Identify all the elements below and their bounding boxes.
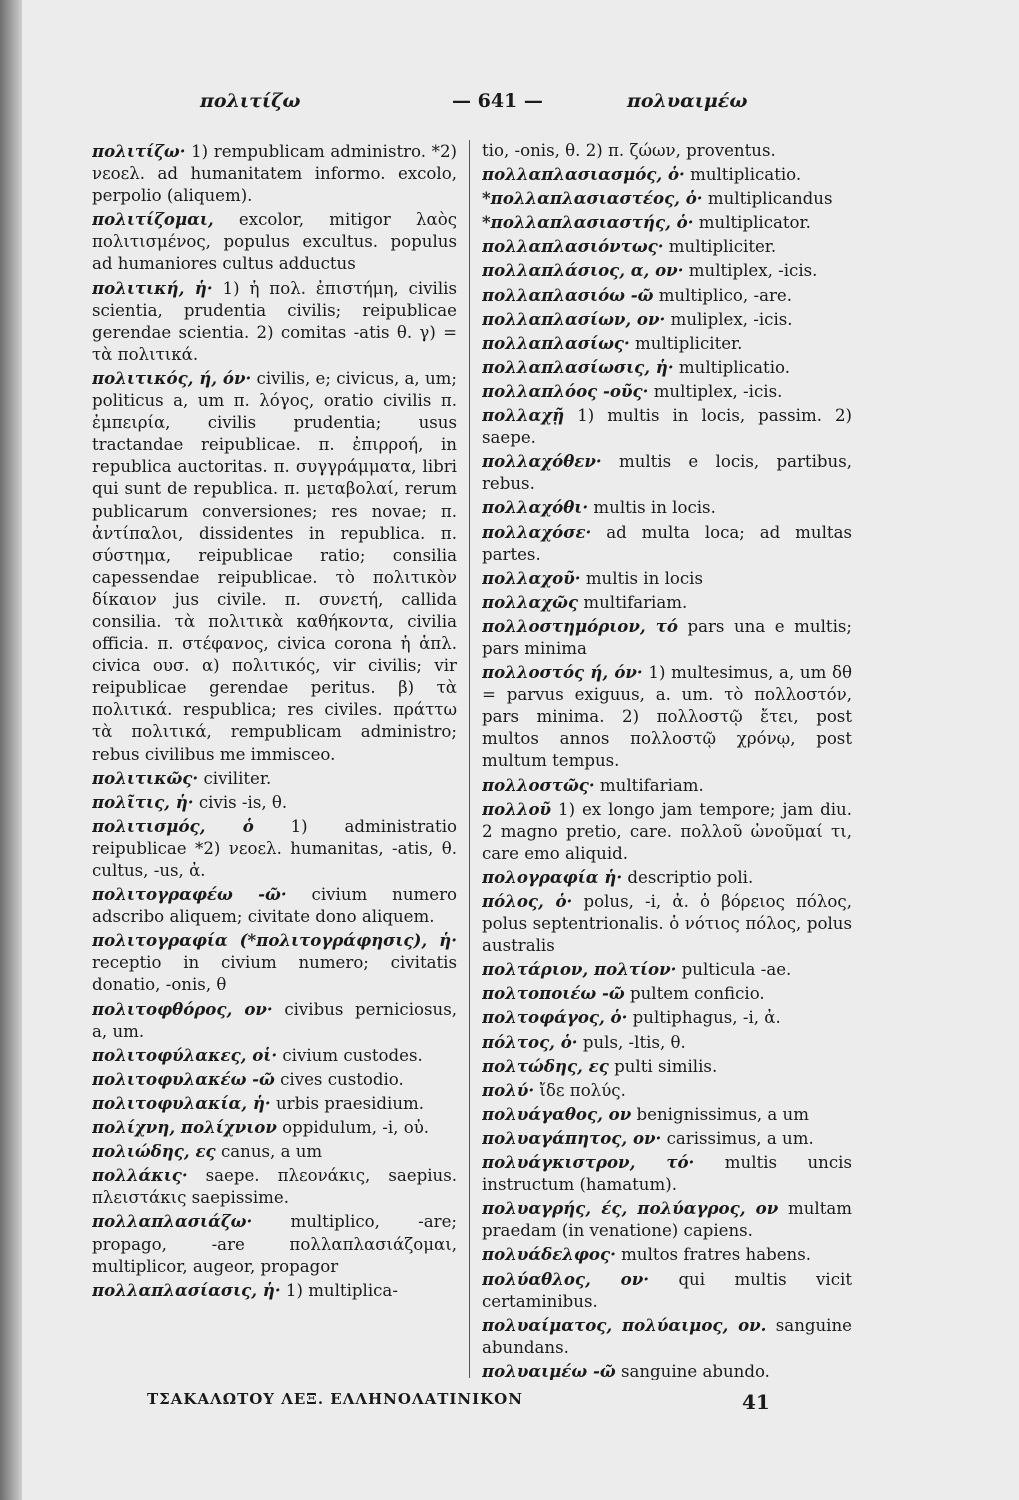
entry-definition: receptio in civium numero; civitatis donatio, -onis, θ [92,953,457,995]
entry-headword: πολλαπλασίως· [482,332,630,353]
entry-headword: πολλάκις· [92,1165,188,1186]
entry-definition: civilis, e; civicus, a, um; politicus a, um π. λόγος, oratio civilis π. ἐμπειρία, civilis prudentia; usus tractandae reipublicae. π. ἐπιρροή, in republica auctoritas. π. συγγράμματα, libri qui sunt de republica. π. μεταβολαί, rerum publicarum conversiones; res novae; π. ἀντίπαλοι, dissidentes in republica. π. σύστημα, reipublicae ratio; consilia capessendae reipublicae. τὸ πολιτικὸν δίκαιον jus civile. π. συνετή, callida consilia. τὰ πολιτικὰ καθήκοντα, civilia officia. π. στέφανος, civica corona ἡ ἁπλ. civica ουσ. α) πολιτικός, vir civilis; vir reipublicae gerendae peritus. β) τὰ πολιτικά. respublica; res civiles. πράττω τὰ πολιτικά, rempublicam administro; rebus civilibus me immisceo. [92,368,457,764]
dictionary-entry [482,615,852,660]
entry-definition: multiplicandus [707,189,833,209]
dictionary-entry [482,496,852,519]
dictionary-entry [482,866,852,889]
entry-headword: πολλαχόσε· [482,521,592,542]
entry-headword: πολλαχοῦ· [482,567,581,588]
entry-headword: πολλαπλασιάζω· [92,1211,253,1232]
entry-headword: πολλοστῶς· [482,774,595,795]
entry-definition: multiplicatio. [690,165,802,185]
entry-headword: πολιτίζω· [92,141,186,161]
entry-definition: 1) multiplica- [285,1280,398,1300]
dictionary-entry [482,1006,852,1029]
entry-definition: 1) rempublicam administro. *2) νεοελ. ad humanitatem informo. excolo, perpolio (aliquem). [92,142,457,206]
entry-headword: πολυάγκιστρον, τό· [482,1152,695,1173]
dictionary-entry [92,1068,457,1091]
entry-headword: πολυαγάπητος, ον· [482,1127,662,1148]
entry-definition: sanguine abundans. [482,1315,852,1357]
dictionary-entry [92,208,457,275]
dictionary-entry [482,404,852,449]
entry-definition: oppidulum, -i, οὐ. [282,1118,430,1138]
entry-headword: πολιτοφθόρος, ον· [92,998,273,1019]
entry-definition: civibus perniciosus, a, um. [92,999,457,1041]
entry-definition: multiplico, -are. [658,285,792,305]
entry-definition: multipliciter. [668,237,777,257]
column-divider [469,140,470,1378]
entry-headword: πολλοστημόριον, τό [482,615,678,636]
entry-headword: πολιτοφυλακέω -ῶ [92,1068,275,1089]
entry-definition: multis in locis. [593,498,716,518]
entry-headword: πολιτοφύλακες, οἱ· [92,1044,278,1065]
entry-definition: polus, -i, ἀ. ὁ βόρειος πόλος, polus septentrionalis. ὁ νότιος πόλος, polus australis [482,892,852,956]
dictionary-page [22,0,1019,1500]
entry-definition: puls, -ltis, θ. [582,1032,686,1052]
entry-headword: πολλαπλασίασις, ἡ· [92,1279,281,1300]
dictionary-entry [482,259,852,282]
entry-definition: civium numero adscribo aliquem; civitate dono aliquem. [92,885,457,927]
dictionary-entry [92,277,457,366]
dictionary-entry [92,767,457,790]
entry-definition: civium custodes. [282,1045,423,1065]
entry-definition: multiplico, -are; propago, -are πολλαπλασιάζομαι, multiplicor, augeor, propagor [92,1212,457,1276]
dictionary-entry [482,1268,852,1313]
entry-headword: πολλαπλόος -οῦς· [482,380,649,401]
dictionary-entry [92,815,457,882]
signature-number: 41 [742,1390,770,1414]
entry-headword: πολυαίματος, πολύαιμος, ον. [482,1314,767,1335]
dictionary-entry [482,1055,852,1078]
entry-headword: πόλτος, ὁ· [482,1031,578,1052]
dictionary-entry [92,1164,457,1209]
entry-headword: πολτοποιέω -ῶ [482,983,625,1004]
entry-headword: πολυαιμέω -ῶ [482,1360,616,1380]
entry-definition: canus, a um [220,1142,323,1162]
entry-definition: civis -is, θ. [198,792,288,812]
entry-definition: multifariam. [583,592,688,612]
entry-headword: πολιτική, ἡ· [92,277,213,298]
left-column [92,140,457,1380]
dictionary-entry [92,1210,457,1277]
dictionary-entry [482,140,852,162]
entry-headword: πολιτογραφέω -ῶ· [92,884,287,905]
dictionary-entry [482,1127,852,1150]
entry-headword: πολῖτις, ἡ· [92,791,194,812]
entry-definition: 1) multis in locis, passim. 2) saepe. [482,406,852,448]
entry-definition: urbis praesidium. [275,1093,425,1113]
entry-headword: πολλαχόθεν· [482,451,602,472]
entry-definition: qui multis vicit certaminibus. [482,1269,852,1311]
header-left-guide-word: πολιτίζω [200,90,301,112]
entry-headword: πολυάδελφος· [482,1244,616,1265]
entry-definition: tio, -onis, θ. 2) π. ζώων, proventus. [482,141,776,160]
entry-headword: πολυάγαθος, ον [482,1103,632,1124]
dictionary-entry [92,1116,457,1139]
dictionary-entry [482,211,852,234]
entry-headword: πολλαπλασίωσις, ἡ· [482,356,674,377]
right-column [482,140,852,1380]
dictionary-entry [92,929,457,996]
header-right-guide-word: πολυαιμέω [627,90,748,112]
running-header [22,90,1019,120]
dictionary-entry [482,1197,852,1242]
dictionary-entry [482,774,852,797]
entry-definition: pultem conficio. [629,984,765,1004]
dictionary-entry [482,1079,852,1102]
dictionary-entry [482,1314,852,1359]
entry-headword: πολλαπλασιόντως· [482,236,664,257]
dictionary-entry [482,958,852,981]
dictionary-entry [482,521,852,566]
dictionary-entry [482,332,852,355]
entry-definition: ἴδε πολύς. [539,1080,626,1100]
dictionary-entry [482,890,852,957]
entry-definition: multiplicatio. [678,357,790,377]
dictionary-entry [482,450,852,495]
entry-definition: pulticula -ae. [681,960,792,980]
dictionary-entry [482,380,852,403]
entry-definition: excolor, mitigor λαὸς πολιτισμένος, populus excultus. populus ad humaniores cultus adductus [92,210,457,274]
dictionary-entry [482,187,852,210]
entry-definition: multiplex, -icis. [688,261,818,281]
entry-headword: πολιτισμός, ὁ [92,815,254,836]
dictionary-entry [482,1103,852,1126]
entry-definition: 1) multesimus, a, um δθ = parvus exiguus, a. um. τὸ πολλοστόν, pars minima. 2) πολλοστῷ ἔτει, post multos annos πολλοστῷ χρόνῳ, post multum tempus. [482,663,852,771]
dictionary-entry [482,567,852,590]
entry-headword: πολιτογραφία (*πολιτογράφησις), ἡ· [92,930,457,951]
page-footer [22,1390,1019,1414]
dictionary-entry [92,1092,457,1115]
entry-headword: πολλαχόθι· [482,497,589,518]
entry-headword: πολλοῦ [482,798,552,819]
entry-definition: ad multa loca; ad multas partes. [482,522,852,564]
entry-definition: descriptio poli. [627,867,754,887]
entry-headword: πολλαπλάσιος, α, ον· [482,260,684,281]
entry-headword: πολιώδης, ες [92,1141,216,1162]
footer-imprint: ΤΣΑΚΑΛΩΤΟΥ ΛΕΞ. ΕΛΛΗΝΟΛΑΤΙΝΙΚΟΝ [147,1390,523,1408]
entry-headword: πόλος, ὁ· [482,891,573,911]
entry-definition: sanguine abundo. [620,1361,770,1380]
dictionary-entry [482,163,852,186]
entry-headword: πολυαγρής, ές, πολύαγρος, ον [482,1198,779,1219]
dictionary-entry [482,1151,852,1196]
entry-definition: multos fratres habens. [621,1245,812,1265]
dictionary-entry [92,791,457,814]
dictionary-entry [482,235,852,258]
entry-definition: pars una e multis; pars minima [482,616,852,658]
dictionary-entry [92,140,457,207]
entry-headword: πολιτικός, ή, όν· [92,367,252,388]
entry-definition: multiplex, -icis. [653,381,783,401]
dictionary-entry [92,883,457,928]
dictionary-entry [482,982,852,1005]
entry-definition: muliplex, -icis. [670,309,793,329]
entry-definition: pulti similis. [614,1056,718,1076]
dictionary-entry [92,1044,457,1067]
entry-headword: πολλαπλασίων, ον· [482,308,666,329]
entry-headword: πολτοφάγος, ὁ· [482,1007,628,1028]
entry-definition: multifariam. [599,775,704,795]
entry-headword: *πολλαπλασιαστέος, ὁ· [482,188,703,209]
dictionary-entry [92,1279,457,1302]
entry-headword: πολίχνη, πολίχνιον [92,1117,277,1138]
entry-headword: πολλαπλασιόω -ῶ [482,284,654,305]
dictionary-entry [482,1360,852,1380]
page-number: — 641 — [452,90,543,112]
entry-definition: 1) ἡ πολ. ἐπιστήμη, civilis scientia, prudentia civilis; reipublicae gerendae scientia. 2) comitas -atis θ. γ) = τὰ πολιτικά. [92,278,457,364]
entry-headword: πολιτοφυλακία, ἡ· [92,1092,271,1113]
entry-headword: πολιτίζομαι, [92,209,214,230]
dictionary-entry [482,1031,852,1054]
dictionary-entry [92,998,457,1043]
entry-headword: πολλοστός ή, όν· [482,662,643,683]
entry-definition: multam praedam (in venatione) capiens. [482,1199,852,1241]
entry-headword: πολλαπλασιασμός, ὁ· [482,164,685,185]
dictionary-entry [92,1140,457,1163]
entry-definition: multis uncis instructum (hamatum). [482,1153,852,1195]
dictionary-entry [482,308,852,331]
entry-headword: πολτώδης, ες [482,1055,609,1076]
entry-definition: cives custodio. [280,1069,404,1089]
entry-headword: πολιτικῶς· [92,767,199,788]
dictionary-entry [92,367,457,766]
entry-definition: benignissimus, a um [636,1104,809,1124]
entry-definition: pultiphagus, -i, ἀ. [632,1008,781,1028]
entry-definition: multipliciter. [635,333,743,353]
dictionary-entry [482,798,852,865]
entry-headword: πολογραφία ἡ· [482,866,623,887]
entry-definition: saepe. πλεονάκις, saepius. πλειστάκις saepissime. [92,1166,457,1208]
entry-definition: multis in locis [585,568,703,588]
entry-definition: carissimus, a um. [666,1128,814,1148]
dictionary-entry [482,661,852,772]
entry-definition: multis e locis, partibus, rebus. [482,452,852,494]
entry-definition: 1) ex longo jam tempore; jam diu. 2 magno pretio, care. πολλοῦ ὠνοῦμαί τι, care emo aliquid. [482,799,852,863]
entry-definition: multiplicator. [698,213,811,233]
entry-headword: *πολλαπλασιαστής, ὁ· [482,212,694,233]
entry-headword: πολύαθλος, ον· [482,1268,650,1289]
entry-headword: πολλαχῇ [482,405,565,426]
entry-headword: πολύ· [482,1079,535,1100]
entry-definition: civiliter. [203,768,272,788]
entry-headword: πολλαχῶς [482,591,579,612]
dictionary-entry [482,356,852,379]
entry-definition: 1) administratio reipublicae *2) νεοελ. humanitas, -atis, θ. cultus, -us, ἀ. [92,816,457,880]
dictionary-entry [482,1243,852,1266]
book-gutter-shadow [0,0,22,1500]
dictionary-entry [482,591,852,614]
entry-headword: πολτάριον, πολτίον· [482,959,677,980]
dictionary-entry [482,284,852,307]
